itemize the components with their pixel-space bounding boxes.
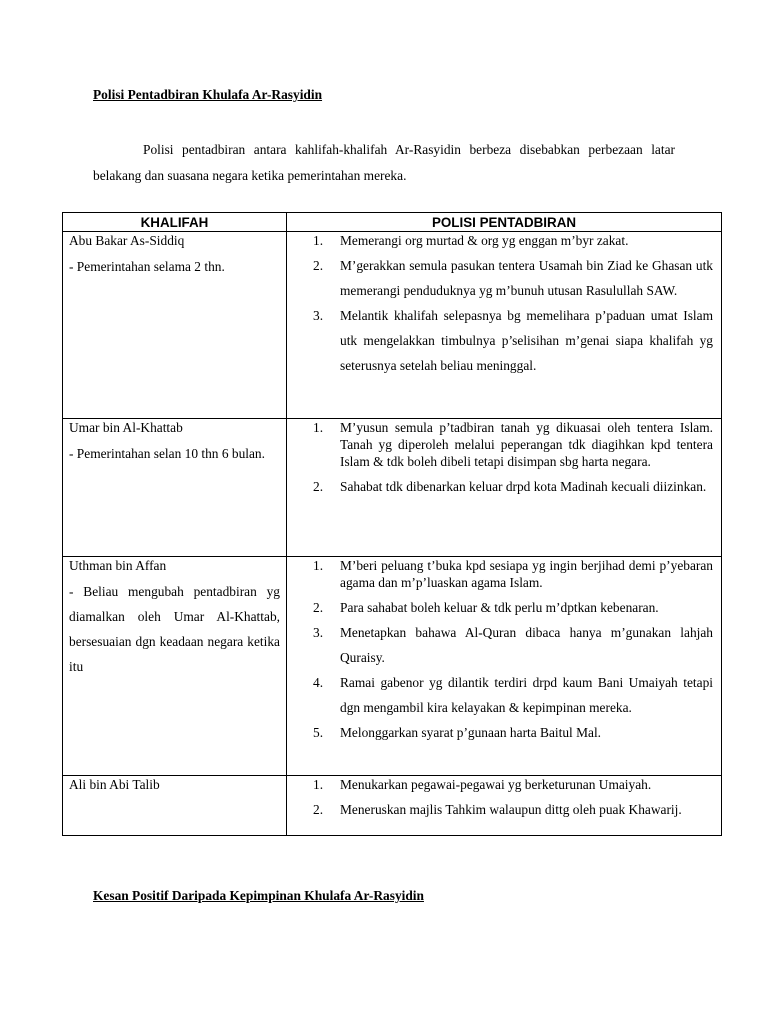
policy-item (293, 776, 713, 797)
khalifah-cell (63, 232, 287, 419)
policy-table (62, 212, 722, 836)
policy-list (293, 419, 713, 499)
khalifah-name: Umar bin Al-Khattab (69, 420, 183, 435)
policy-number: 2. (313, 258, 324, 273)
section-heading: Kesan Positif Daripada Kepimpinan Khulafa Ar-Rasyidin (93, 888, 424, 903)
policy-number: 1. (313, 558, 324, 573)
khalifah-cell (63, 776, 287, 836)
policy-item (293, 557, 713, 595)
policy-text: M’gerakkan semula pasukan tentera Usamah bin Ziad ke Ghasan utk memerangi penduduknya yg m’bunuh utusan Rasulullah SAW. (340, 258, 713, 298)
khalifah-name: Ali bin Abi Talib (69, 777, 160, 792)
policy-list (293, 232, 713, 378)
policy-text: Melantik khalifah selepasnya bg memelihara p’paduan umat Islam utk mengelakkan timbulnya p’selisihan m’genai siapa khalifah yg seterusnya setelah beliau meninggal. (340, 308, 713, 373)
policy-item (293, 595, 713, 620)
policy-text: Para sahabat boleh keluar & tdk perlu m’dptkan kebenaran. (340, 600, 659, 615)
policy-list (293, 557, 713, 745)
policy-text: Meneruskan majlis Tahkim walaupun dittg oleh puak Khawarij. (340, 802, 682, 817)
khalifah-description: - Pemerintahan selama 2 thn. (69, 259, 225, 274)
policy-text: Sahabat tdk dibenarkan keluar drpd kota Madinah kecuali diizinkan. (340, 479, 707, 494)
table-row (63, 419, 722, 557)
column-header-polisi: POLISI PENTADBIRAN (287, 213, 722, 232)
policy-item (293, 797, 713, 822)
policy-item (293, 232, 713, 253)
policy-number: 3. (313, 308, 324, 323)
policy-number: 1. (313, 420, 324, 435)
policy-item (293, 474, 713, 499)
table-header-row (63, 213, 722, 232)
policy-text: M’beri peluang t’buka kpd sesiapa yg ingin berjihad demi p’yebaran agama dan m’p’luaskan agama Islam. (340, 558, 713, 590)
policy-number: 2. (313, 600, 324, 615)
policy-number: 2. (313, 479, 324, 494)
khalifah-description: - Pemerintahan selan 10 thn 6 bulan. (69, 446, 265, 461)
table-row (63, 776, 722, 836)
policy-text: Memerangi org murtad & org yg enggan m’byr zakat. (340, 233, 629, 248)
policy-number: 1. (313, 233, 324, 248)
policy-item (293, 303, 713, 378)
khalifah-cell (63, 557, 287, 776)
policy-text: Menukarkan pegawai-pegawai yg berketurunan Umaiyah. (340, 777, 652, 792)
policy-cell (287, 776, 722, 836)
table-row (63, 557, 722, 776)
policy-number: 1. (313, 777, 324, 792)
policy-text: M’yusun semula p’tadbiran tanah yg dikuasai oleh tentera Islam. Tanah yg diperoleh melalui peperangan tdk diagihkan kpd tentera Islam & tdk boleh dibeli tetapi disimpan sbg harta negara. (340, 420, 713, 469)
policy-cell (287, 232, 722, 419)
policy-item (293, 670, 713, 720)
policy-text: Menetapkan bahawa Al-Quran dibaca hanya m’gunakan lahjah Quraisy. (340, 625, 713, 665)
policy-item (293, 419, 713, 474)
khalifah-cell (63, 419, 287, 557)
khalifah-name: Uthman bin Affan (69, 558, 167, 573)
column-header-khalifah: KHALIFAH (63, 213, 287, 232)
khalifah-description: - Beliau mengubah pentadbiran yg diamalkan oleh Umar Al-Khattab, bersesuaian dgn keadaan negara ketika itu (69, 584, 280, 674)
policy-list (293, 776, 713, 822)
policy-item (293, 720, 713, 745)
table-row (63, 232, 722, 419)
policy-number: 2. (313, 802, 324, 817)
policy-number: 4. (313, 675, 324, 690)
policy-text: Melonggarkan syarat p’gunaan harta Baitul Mal. (340, 725, 602, 740)
policy-number: 5. (313, 725, 324, 740)
policy-cell (287, 557, 722, 776)
policy-item (293, 620, 713, 670)
page-title: Polisi Pentadbiran Khulafa Ar-Rasyidin (93, 87, 323, 102)
policy-cell (287, 419, 722, 557)
policy-text: Ramai gabenor yg dilantik terdiri drpd kaum Bani Umaiyah tetapi dgn mengambil kira kelayakan & kepimpinan mereka. (340, 675, 713, 715)
policy-number: 3. (313, 625, 324, 640)
policy-item (293, 253, 713, 303)
intro-paragraph: Polisi pentadbiran antara kahlifah-khalifah Ar-Rasyidin berbeza disebabkan perbezaan latar belakang dan suasana negara ketika pemerintahan mereka. (93, 142, 675, 183)
khalifah-name: Abu Bakar As-Siddiq (69, 233, 185, 248)
